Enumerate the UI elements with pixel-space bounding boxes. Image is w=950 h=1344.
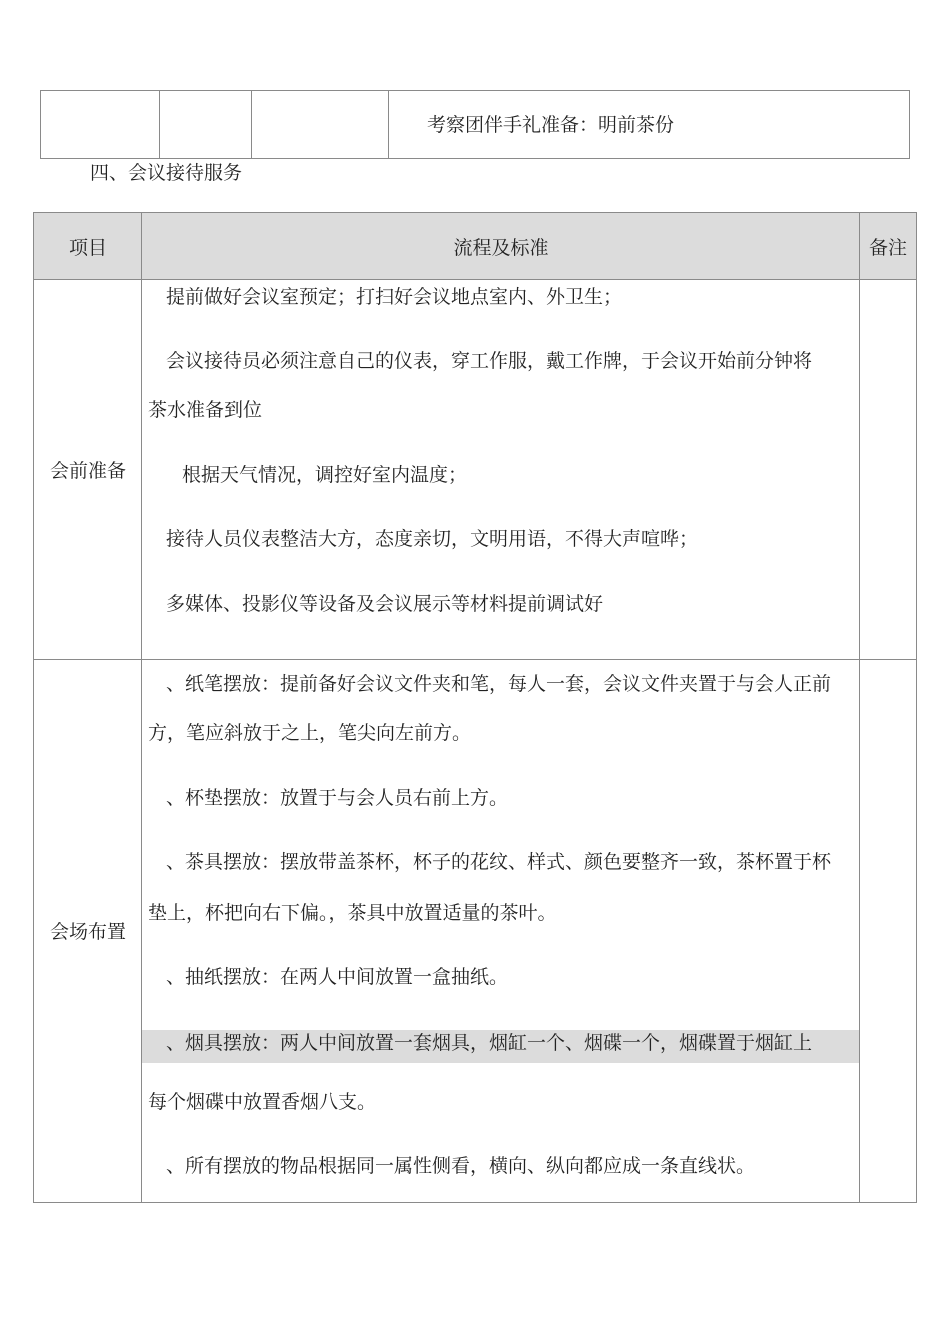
section-heading: 四、会议接待服务 bbox=[90, 162, 243, 184]
row-note-cell bbox=[859, 659, 917, 1203]
top-table-cell-1 bbox=[40, 90, 160, 159]
content-line: 提前做好会议室预定；打扫好会议地点室内、外卫生； bbox=[166, 286, 623, 308]
content-line: 、茶具摆放：摆放带盖茶杯，杯子的花纹、样式、颜色要整齐一致，茶杯置于杯 bbox=[166, 851, 832, 873]
gift-preparation-text: 考察团伴手礼准备：明前茶份 bbox=[427, 114, 675, 136]
content-line-highlighted: 、烟具摆放：两人中间放置一套烟具，烟缸一个、烟碟一个，烟碟置于烟缸上 bbox=[166, 1032, 813, 1054]
content-line: 接待人员仪表整洁大方，态度亲切，文明用语，不得大声喧哗； bbox=[166, 528, 699, 550]
header-process bbox=[141, 212, 860, 280]
content-line: 多媒体、投影仪等设备及会议展示等材料提前调试好 bbox=[166, 593, 604, 615]
content-line: 、所有摆放的物品根据同一属性侧看，横向、纵向都应成一条直线状。 bbox=[166, 1155, 756, 1177]
content-line: 、杯垫摆放：放置于与会人员右前上方。 bbox=[166, 787, 509, 809]
row-content-cell bbox=[141, 659, 860, 1203]
row-label-cell bbox=[33, 279, 142, 660]
content-line: 、纸笔摆放：提前备好会议文件夹和笔，每人一套，会议文件夹置于与会人正前 bbox=[166, 673, 832, 695]
top-table-cell-3 bbox=[251, 90, 389, 159]
content-line: 根据天气情况，调控好室内温度； bbox=[182, 464, 468, 486]
header-note-label: 备注 bbox=[868, 236, 907, 259]
row-label-cell bbox=[33, 659, 142, 1203]
content-line: 茶水准备到位 bbox=[148, 399, 263, 421]
header-process-label: 流程及标准 bbox=[453, 236, 549, 259]
row-note-cell bbox=[859, 279, 917, 660]
top-table-cell-2 bbox=[159, 90, 252, 159]
content-line: 方，笔应斜放于之上，笔尖向左前方。 bbox=[148, 722, 472, 744]
content-line: 、抽纸摆放：在两人中间放置一盒抽纸。 bbox=[166, 966, 509, 988]
header-note bbox=[859, 212, 917, 280]
header-item-label: 项目 bbox=[68, 236, 107, 259]
content-line: 垫上，杯把向右下偏。，茶具中放置适量的茶叶。 bbox=[148, 902, 557, 924]
header-item bbox=[33, 212, 142, 280]
top-table-cell-4 bbox=[388, 90, 910, 159]
row-label: 会前准备 bbox=[49, 459, 126, 482]
row-label: 会场布置 bbox=[49, 921, 126, 943]
row-content-cell bbox=[141, 279, 860, 660]
content-line: 每个烟碟中放置香烟八支。 bbox=[148, 1091, 377, 1113]
content-line: 会议接待员必须注意自己的仪表，穿工作服，戴工作牌，于会议开始前分钟将 bbox=[166, 350, 813, 372]
